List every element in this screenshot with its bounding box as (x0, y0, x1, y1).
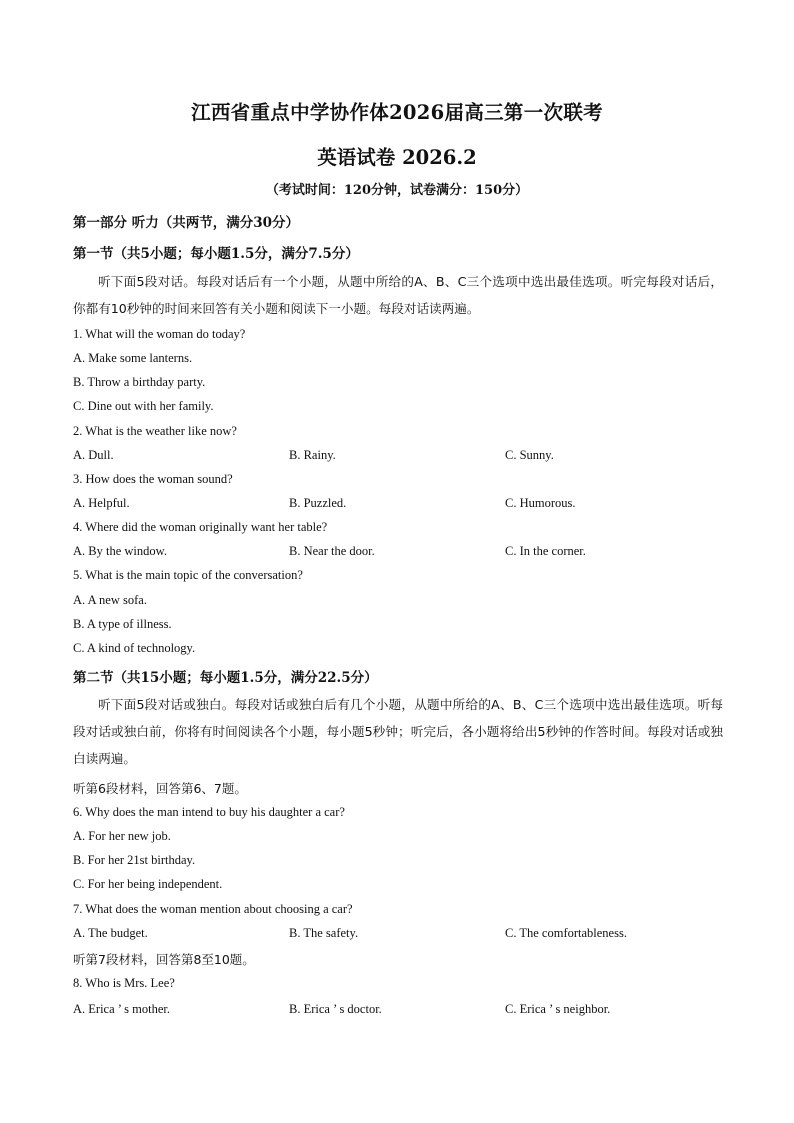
question-1-option-b: B. Throw a birthday party. (73, 375, 206, 389)
exam-info: （考试时间：120分钟，试卷满分：150分） (265, 183, 529, 198)
question-1-option-a: A. Make some lanterns. (73, 351, 193, 365)
material-6-note: 听第6段材料，回答第6、7题。 (73, 781, 247, 796)
question-6-option-c: C. For her being independent. (73, 877, 223, 891)
question-8-stem: 8. Who is Mrs. Lee? (73, 976, 175, 990)
part1-heading: 第一部分 听力（共两节，满分30分） (73, 215, 299, 231)
question-7-option-c: C. The comfortableness. (505, 926, 627, 940)
question-8-option-c: C. Erica ’ s neighbor. (505, 1002, 611, 1016)
section2-instructions: 听下面5段对话或独白。每段对话或独白后有几个小题，从题中所给的A、B、C三个选项中选出最佳选项。听每段对话或独白前，你将有时间阅读各个小题，每小题5秒钟；听完后，各小题将给出5秒钟的作答时间。每段对话或独白读两遍。 (73, 697, 723, 766)
question-6-option-b: B. For her 21st birthday. (73, 853, 196, 867)
question-5-option-b: B. A type of illness. (73, 617, 172, 631)
exam-title: 江西省重点中学协作体2026届高三第一次联考 (191, 101, 603, 124)
question-7-option-a: A. The budget. (73, 926, 148, 940)
question-4-option-b: B. Near the door. (289, 544, 375, 558)
question-2-option-a: A. Dull. (73, 448, 114, 462)
question-4-stem: 4. Where did the woman originally want her table? (73, 520, 328, 534)
material-7-note: 听第7段材料，回答第8至10题。 (73, 952, 255, 967)
exam-subject-title: 英语试卷 2026.2 (317, 146, 477, 169)
section1-instructions: 听下面5段对话。每段对话后有一个小题，从题中所给的A、B、C三个选项中选出最佳选项。听完每段对话后，你都有10秒钟的时间来回答有关小题和阅读下一小题。每段对话读两遍。 (73, 274, 723, 316)
question-7-stem: 7. What does the woman mention about choosing a car? (73, 902, 353, 916)
question-4-option-a: A. By the window. (73, 544, 167, 558)
question-3-option-b: B. Puzzled. (289, 496, 347, 510)
question-1-option-c: C. Dine out with her family. (73, 399, 214, 413)
question-3-stem: 3. How does the woman sound? (73, 472, 233, 486)
question-6-option-a: A. For her new job. (73, 829, 171, 843)
question-5-option-a: A. A new sofa. (73, 593, 147, 607)
section2-heading: 第二节（共15小题；每小题1.5分，满分22.5分） (73, 670, 378, 686)
question-8-option-a: A. Erica ’ s mother. (73, 1002, 170, 1016)
question-2-stem: 2. What is the weather like now? (73, 424, 237, 438)
question-7-option-b: B. The safety. (289, 926, 359, 940)
question-2-option-c: C. Sunny. (505, 448, 554, 462)
question-5-option-c: C. A kind of technology. (73, 641, 196, 655)
question-3-option-a: A. Helpful. (73, 496, 130, 510)
question-8-option-b: B. Erica ’ s doctor. (289, 1002, 382, 1016)
question-6-stem: 6. Why does the man intend to buy his daughter a car? (73, 805, 345, 819)
question-3-option-c: C. Humorous. (505, 496, 576, 510)
question-4-option-c: C. In the corner. (505, 544, 586, 558)
question-2-option-b: B. Rainy. (289, 448, 336, 462)
question-5-stem: 5. What is the main topic of the conversation? (73, 568, 303, 582)
section1-heading: 第一节（共5小题；每小题1.5分，满分7.5分） (73, 246, 359, 262)
question-1-stem: 1. What will the woman do today? (73, 327, 246, 341)
